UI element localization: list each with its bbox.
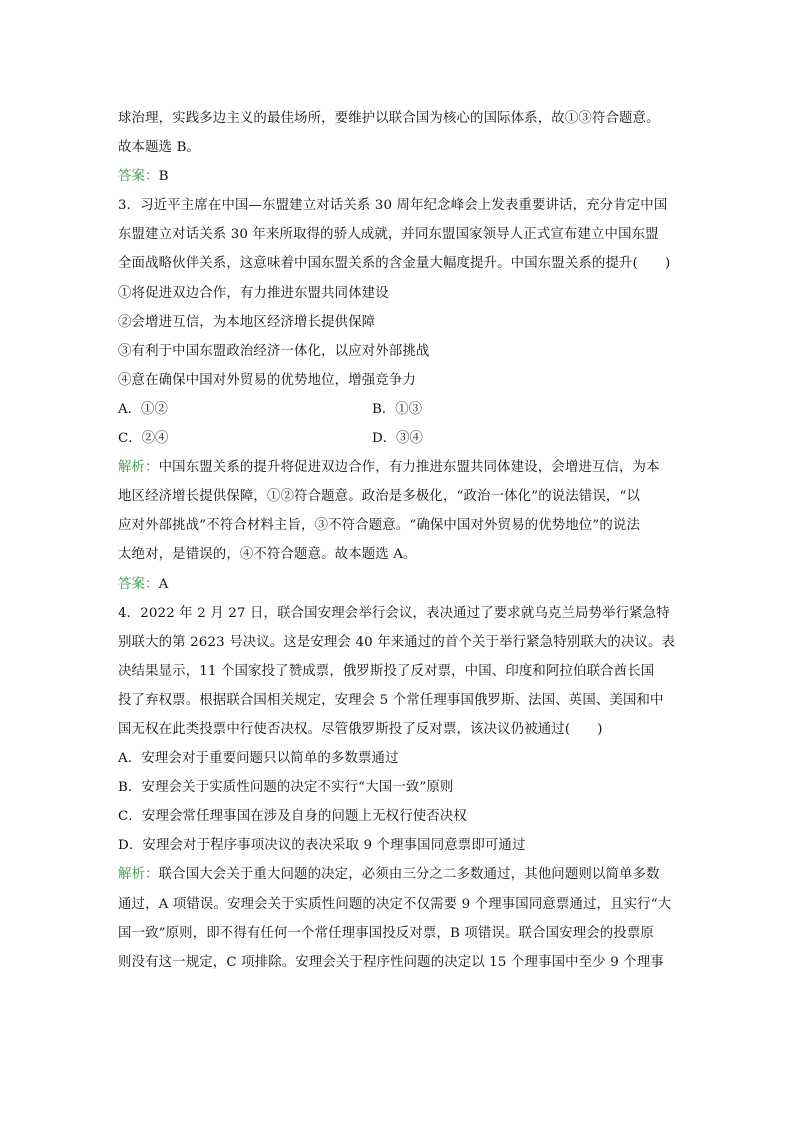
q3-answer-value: A — [158, 576, 169, 592]
q3-stem-line-2: 东盟建立对话关系 30 年来所取得的骄人成就，并同东盟国家领导人正式宣布建立中国东盟 — [118, 227, 659, 243]
q4-analysis-line-4: 则没有这一规定，C 项排除。安理会关于程序性问题的决定以 15 个理事国中至少 9 个理事 — [118, 954, 664, 970]
q3-analysis-label: 解析： — [118, 460, 159, 476]
q3-option-d: D．③④ — [372, 431, 423, 447]
q3-option-c: C．②④ — [118, 431, 169, 447]
q2-answer-value: B — [158, 169, 169, 185]
q4-stem-line-2: 别联大的第 2623 号决议。这是安理会 40 年来通过的首个关于举行紧急特别联大的决议。表 — [118, 634, 676, 650]
q3-analysis-line-1 — [118, 453, 688, 482]
q3-answer — [118, 570, 688, 599]
q3-analysis-line-4: 太绝对，是错误的，④不符合题意。故本题选 A。 — [118, 547, 417, 563]
q2-analysis-line-1: 球治理，实践多边主义的最佳场所，要维护以联合国为核心的国际体系，故①③符合题意。 — [118, 111, 660, 126]
q3-options-row-2 — [118, 424, 688, 453]
q3-statement-3: ③有利于中国东盟政治经济一体化，以应对外部挑战 — [118, 343, 430, 359]
q2-answer-label: 答案： — [118, 169, 159, 185]
q4-analysis-text-1: 联合国大会关于重大问题的决定，必须由三分之二多数通过，其他问题则以简单多数 — [158, 867, 660, 883]
q4-analysis-line-1 — [118, 860, 688, 889]
q4-option-c: C．安理会常任理事国在涉及自身的问题上无权行使否决权 — [118, 809, 467, 825]
q4-option-d: D．安理会对于程序事项决议的表决采取 9 个理事国同意票即可通过 — [118, 838, 526, 854]
q3-statement-4: ④意在确保中国对外贸易的优势地位，增强竞争力 — [118, 372, 416, 388]
q3-stem-line-3: 全面战略伙伴关系，这意味着中国东盟关系的含金量大幅度提升。中国东盟关系的提升( ) — [118, 256, 671, 272]
q3-analysis-line-2: 地区经济增长提供保障，①②符合题意。政治是多极化，“政治一体化”的说法错误，“以 — [118, 489, 640, 505]
q3-answer-label: 答案： — [118, 576, 159, 592]
q4-analysis-label: 解析： — [118, 867, 159, 883]
q4-stem-line-5: 国无权在此类投票中行使否决权。尽管俄罗斯投了反对票，该决议仍被通过( ) — [118, 721, 603, 737]
q4-stem-line-4: 投了弃权票。根据联合国相关规定，安理会 5 个常任理事国俄罗斯、法国、英国、美国和中 — [118, 692, 664, 708]
q4-option-b: B．安理会关于实质性问题的决定不实行“大国一致”原则 — [118, 780, 454, 796]
q4-option-a: A．安理会对于重要问题只以简单的多数票通过 — [118, 751, 399, 767]
q4-stem-line-3: 决结果显示，11 个国家投了赞成票，俄罗斯投了反对票，中国、印度和阿拉伯联合酋长国 — [118, 663, 655, 679]
q3-stem-line-1: 3．习近平主席在中国—东盟建立对话关系 30 周年纪念峰会上发表重要讲话，充分肯定中国 — [118, 198, 668, 214]
q3-analysis-line-3: 应对外部挑战”不符合材料主旨，③不符合题意。“确保中国对外贸易的优势地位”的说法 — [118, 518, 640, 534]
q3-options-row-1 — [118, 395, 688, 424]
q4-stem-line-1: 4．2022 年 2 月 27 日，联合国安理会举行会议，表决通过了要求就乌克兰局势举行紧急特 — [118, 605, 670, 621]
q3-statement-1: ①将促进双边合作，有力推进东盟共同体建设 — [118, 285, 389, 301]
q3-analysis-text-1: 中国东盟关系的提升将促进双边合作，有力推进东盟共同体建设，会增进互信，为本 — [158, 460, 660, 476]
q2-analysis-line-2: 故本题选 B。 — [118, 140, 201, 156]
q3-option-b: B．①③ — [372, 401, 423, 417]
q3-option-a: A．①② — [118, 401, 168, 417]
q2-answer — [118, 162, 688, 191]
q4-analysis-line-3: 国一致”原则，即不得有任何一个常任理事国投反对票，B 项错误。联合国安理会的投票原 — [118, 925, 654, 941]
q4-analysis-line-2: 通过，A 项错误。安理会关于实质性问题的决定不仅需要 9 个理事国同意票通过，且实行“大 — [118, 896, 672, 912]
q3-statement-2: ②会增进互信，为本地区经济增长提供保障 — [118, 314, 376, 330]
